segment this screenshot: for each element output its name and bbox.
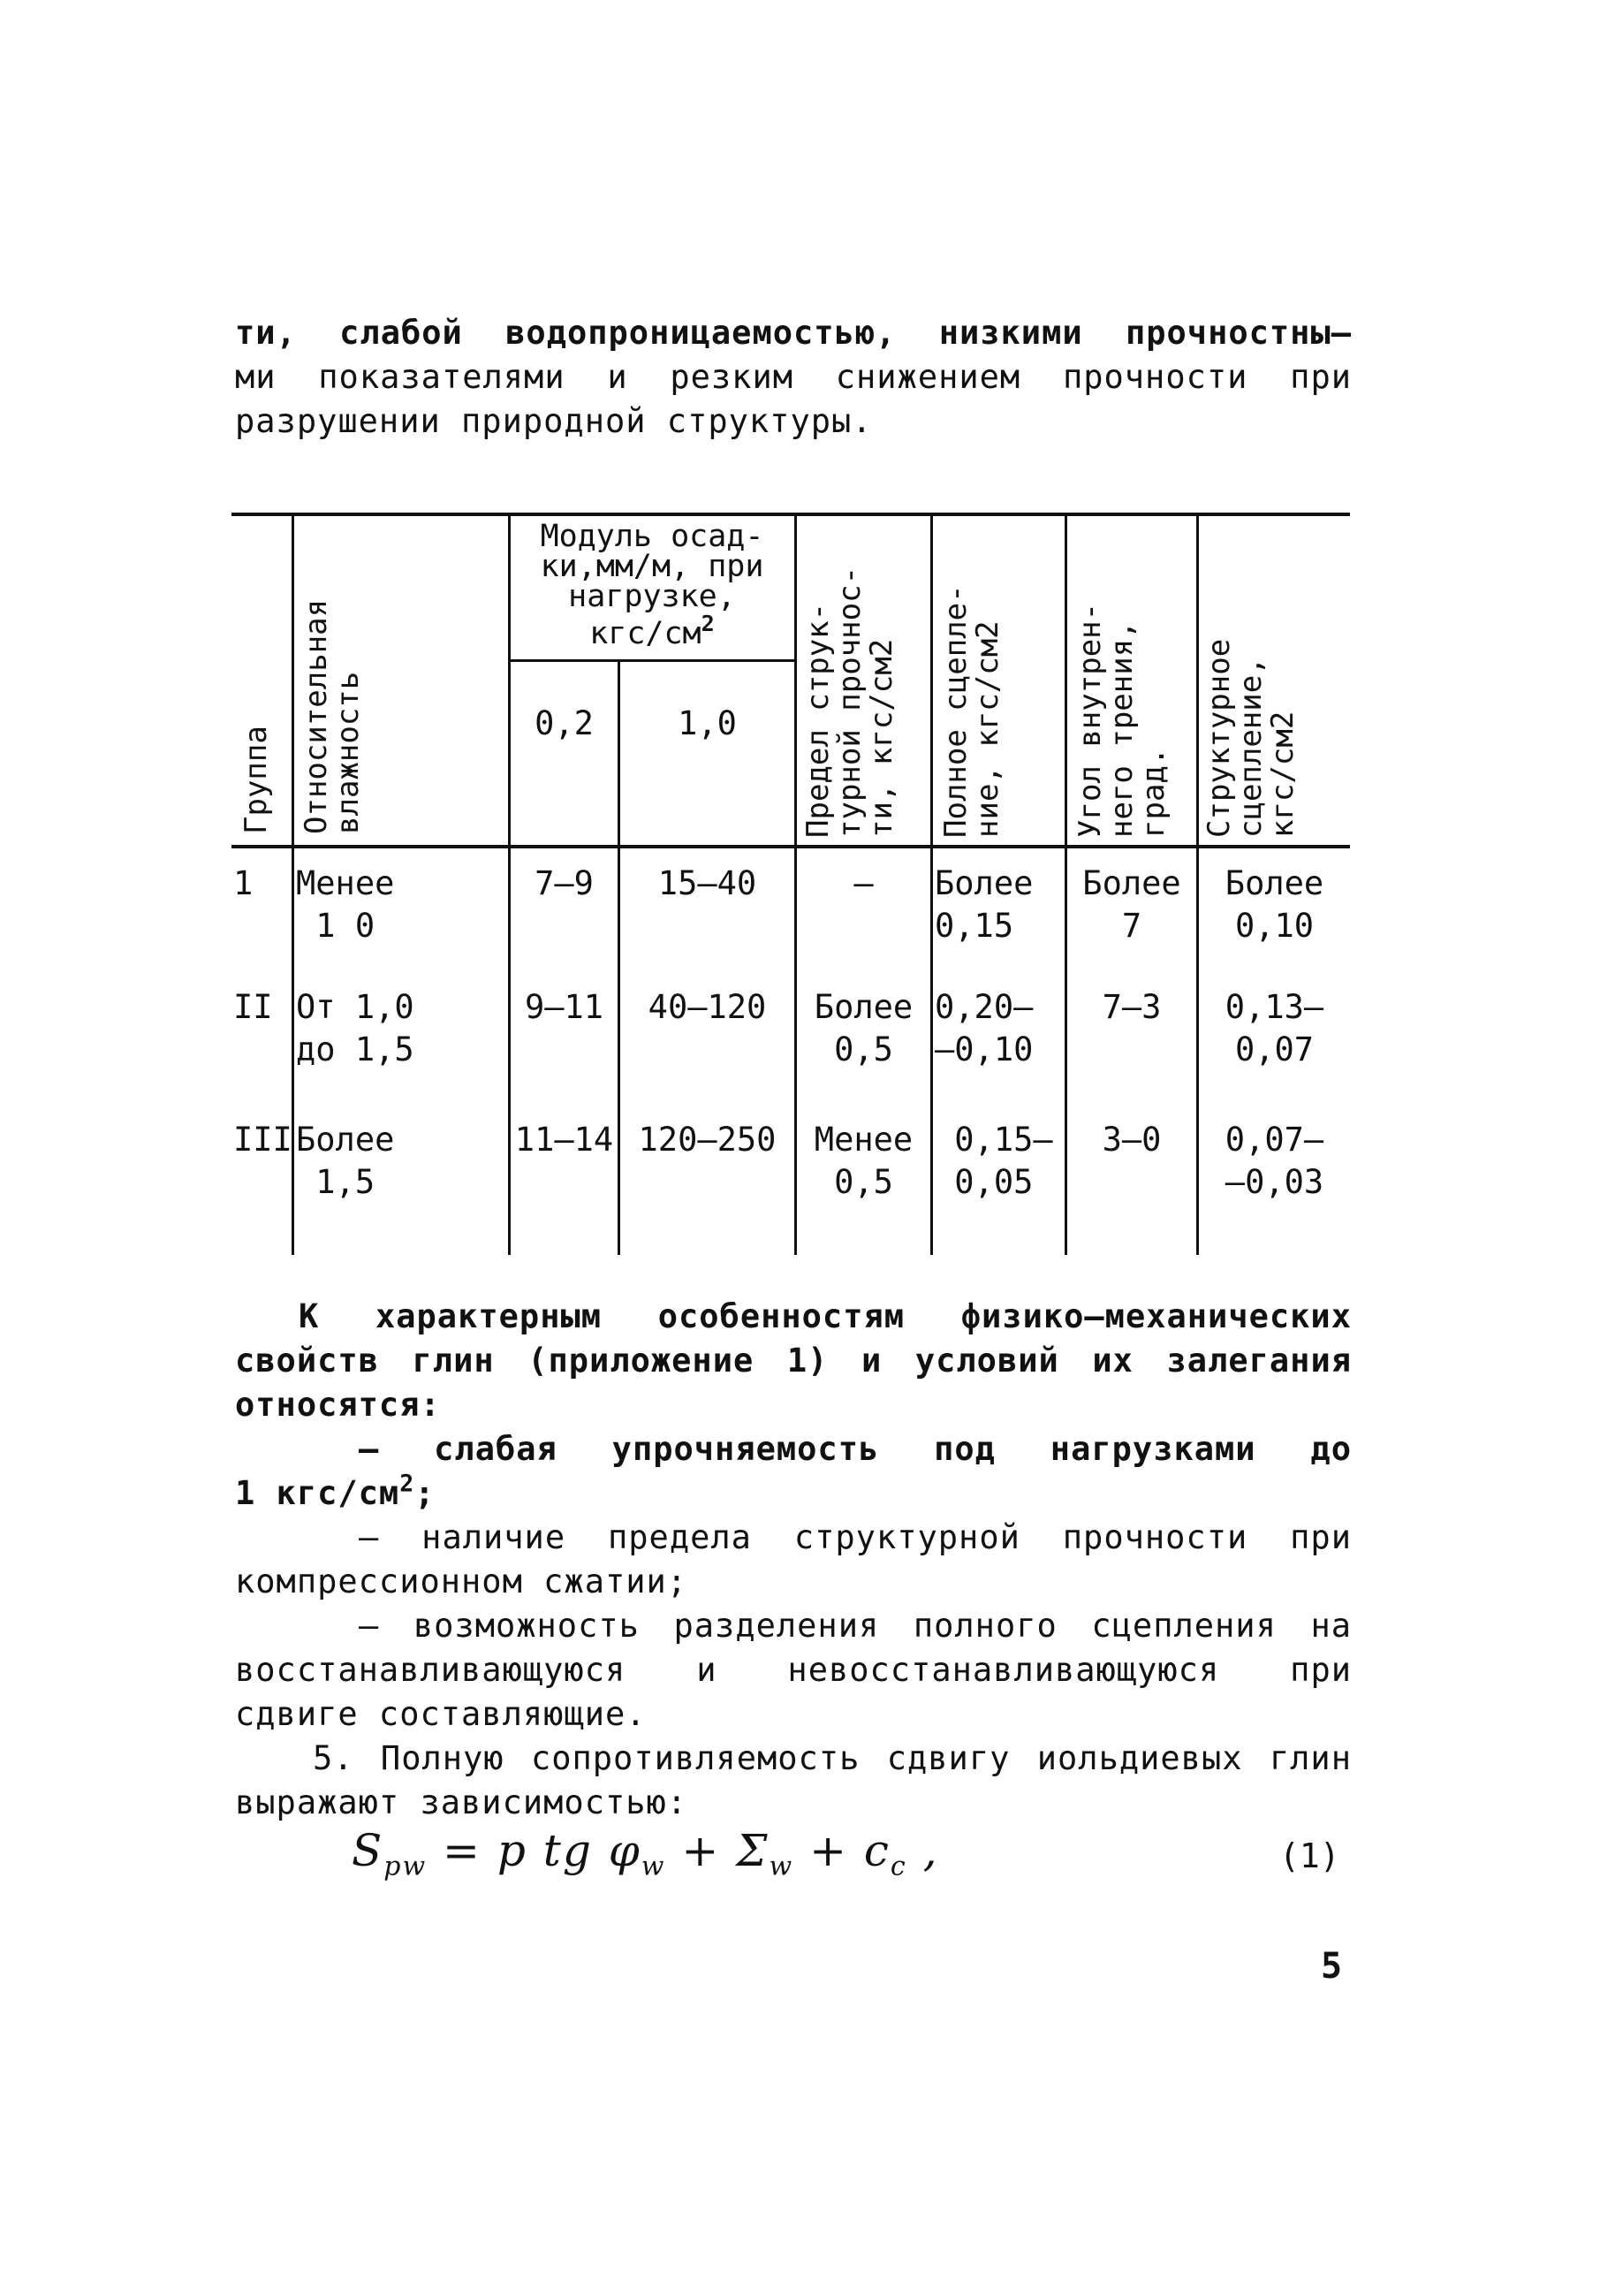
header-humidity: Относительная влажность xyxy=(299,598,366,834)
header-group: Группа xyxy=(239,726,274,834)
row1-cohesion: Более 0,15 xyxy=(935,864,1034,945)
header-modulus-unit: кгс/$см^2$ xyxy=(589,611,715,651)
body-line-2: свойств глин (приложение 1) и условий их залегания xyxy=(235,1342,1352,1380)
modulus-sub-rule xyxy=(508,659,794,662)
row2-strength: Более 0,5 xyxy=(814,988,914,1068)
row3-humidity: Более 1,5 xyxy=(296,1121,395,1201)
equation-number: (1) xyxy=(1279,1836,1340,1875)
row1-friction: Более 7 xyxy=(1082,864,1181,945)
row3-mod10: 120–250 xyxy=(638,1121,777,1159)
col-rule-5 xyxy=(930,513,933,1255)
intro-line-2: ми показателями и резким снижением прочности при xyxy=(235,358,1352,396)
row2-mod10: 40–120 xyxy=(648,988,767,1026)
shear-resistance-formula: $S_{pw} = p$ tg $\varphi_w + \Sigma_w + c_c$ , xyxy=(352,1825,939,1882)
header-modulus: Модуль осад- ки,мм/м, при нагрузке, xyxy=(540,519,764,614)
row1-strength: – xyxy=(853,864,874,902)
row3-strength: Менее 0,5 xyxy=(814,1121,914,1201)
header-cohesion: Полное сцепле- ние, кгс/см2 xyxy=(938,584,1005,838)
properties-table xyxy=(231,513,1350,1255)
header-structural-cohesion: Структурное сцепление, кгс/см2 xyxy=(1202,638,1300,838)
row2-struct: 0,13– 0,07 xyxy=(1225,988,1324,1068)
body-line-6: – наличие предела структурной прочности при xyxy=(359,1518,1352,1556)
body-line-3: относятся: xyxy=(235,1386,441,1424)
header-bottom-rule xyxy=(231,845,1350,848)
intro-line-3: разрушении природной структуры. xyxy=(235,402,873,440)
body-line-10: сдвиге составляющие. xyxy=(235,1695,647,1733)
intro-line-1: ти, слабой водопроницаемостью, низкими прочностны– xyxy=(235,314,1352,352)
row3-struct: 0,07– –0,03 xyxy=(1225,1121,1324,1201)
intro-paragraph xyxy=(235,311,1352,444)
body-line-4: – слабая упрочняемость под нагрузками до xyxy=(359,1430,1352,1468)
row1-group: 1 xyxy=(233,864,254,902)
col-rule-3 xyxy=(618,661,620,1255)
body-line-8: – возможность разделения полного сцепления на xyxy=(359,1607,1352,1645)
row3-friction: 3–0 xyxy=(1102,1121,1162,1159)
body-line-12: выражают зависимостью: xyxy=(235,1783,688,1821)
header-friction: Угол внутрен- него трения, град. xyxy=(1073,602,1172,838)
table-top-rule xyxy=(231,513,1350,516)
body-line-9: восстанавливающуюся и невосстанавливающуюся при xyxy=(235,1651,1352,1689)
row2-friction: 7–3 xyxy=(1102,988,1162,1026)
row3-cohesion: 0,15– 0,05 xyxy=(954,1121,1053,1201)
body-line-7: компрессионном сжатии; xyxy=(235,1562,688,1600)
row1-struct: Более 0,10 xyxy=(1225,864,1324,945)
row1-mod02: 7–9 xyxy=(535,864,594,902)
row2-cohesion: 0,20– –0,10 xyxy=(935,988,1034,1068)
page-number: 5 xyxy=(1321,1946,1343,1987)
row2-group: II xyxy=(233,988,273,1026)
row1-mod10: 15–40 xyxy=(657,864,757,902)
row2-humidity: От 1,0 до 1,5 xyxy=(296,988,414,1068)
body-line-1: К характерным особенностям физико–механических xyxy=(299,1297,1352,1335)
body-text xyxy=(235,1295,1352,1825)
row1-humidity: Менее 1 0 xyxy=(296,864,395,945)
row3-mod02: 11–14 xyxy=(514,1121,614,1159)
body-line-11: 5. Полную сопротивляемость сдвигу иольдиевых глин xyxy=(313,1739,1352,1777)
row2-mod02: 9–11 xyxy=(524,988,604,1026)
body-line-5: 1 кгс/$см^2$; xyxy=(235,1470,436,1512)
header-load-10: 1,0 xyxy=(678,704,737,742)
row3-group: III xyxy=(233,1121,292,1159)
header-strength: Предел струк- турной прочнос- ти, кгс/см2 xyxy=(800,566,899,838)
header-load-02: 0,2 xyxy=(535,704,594,742)
